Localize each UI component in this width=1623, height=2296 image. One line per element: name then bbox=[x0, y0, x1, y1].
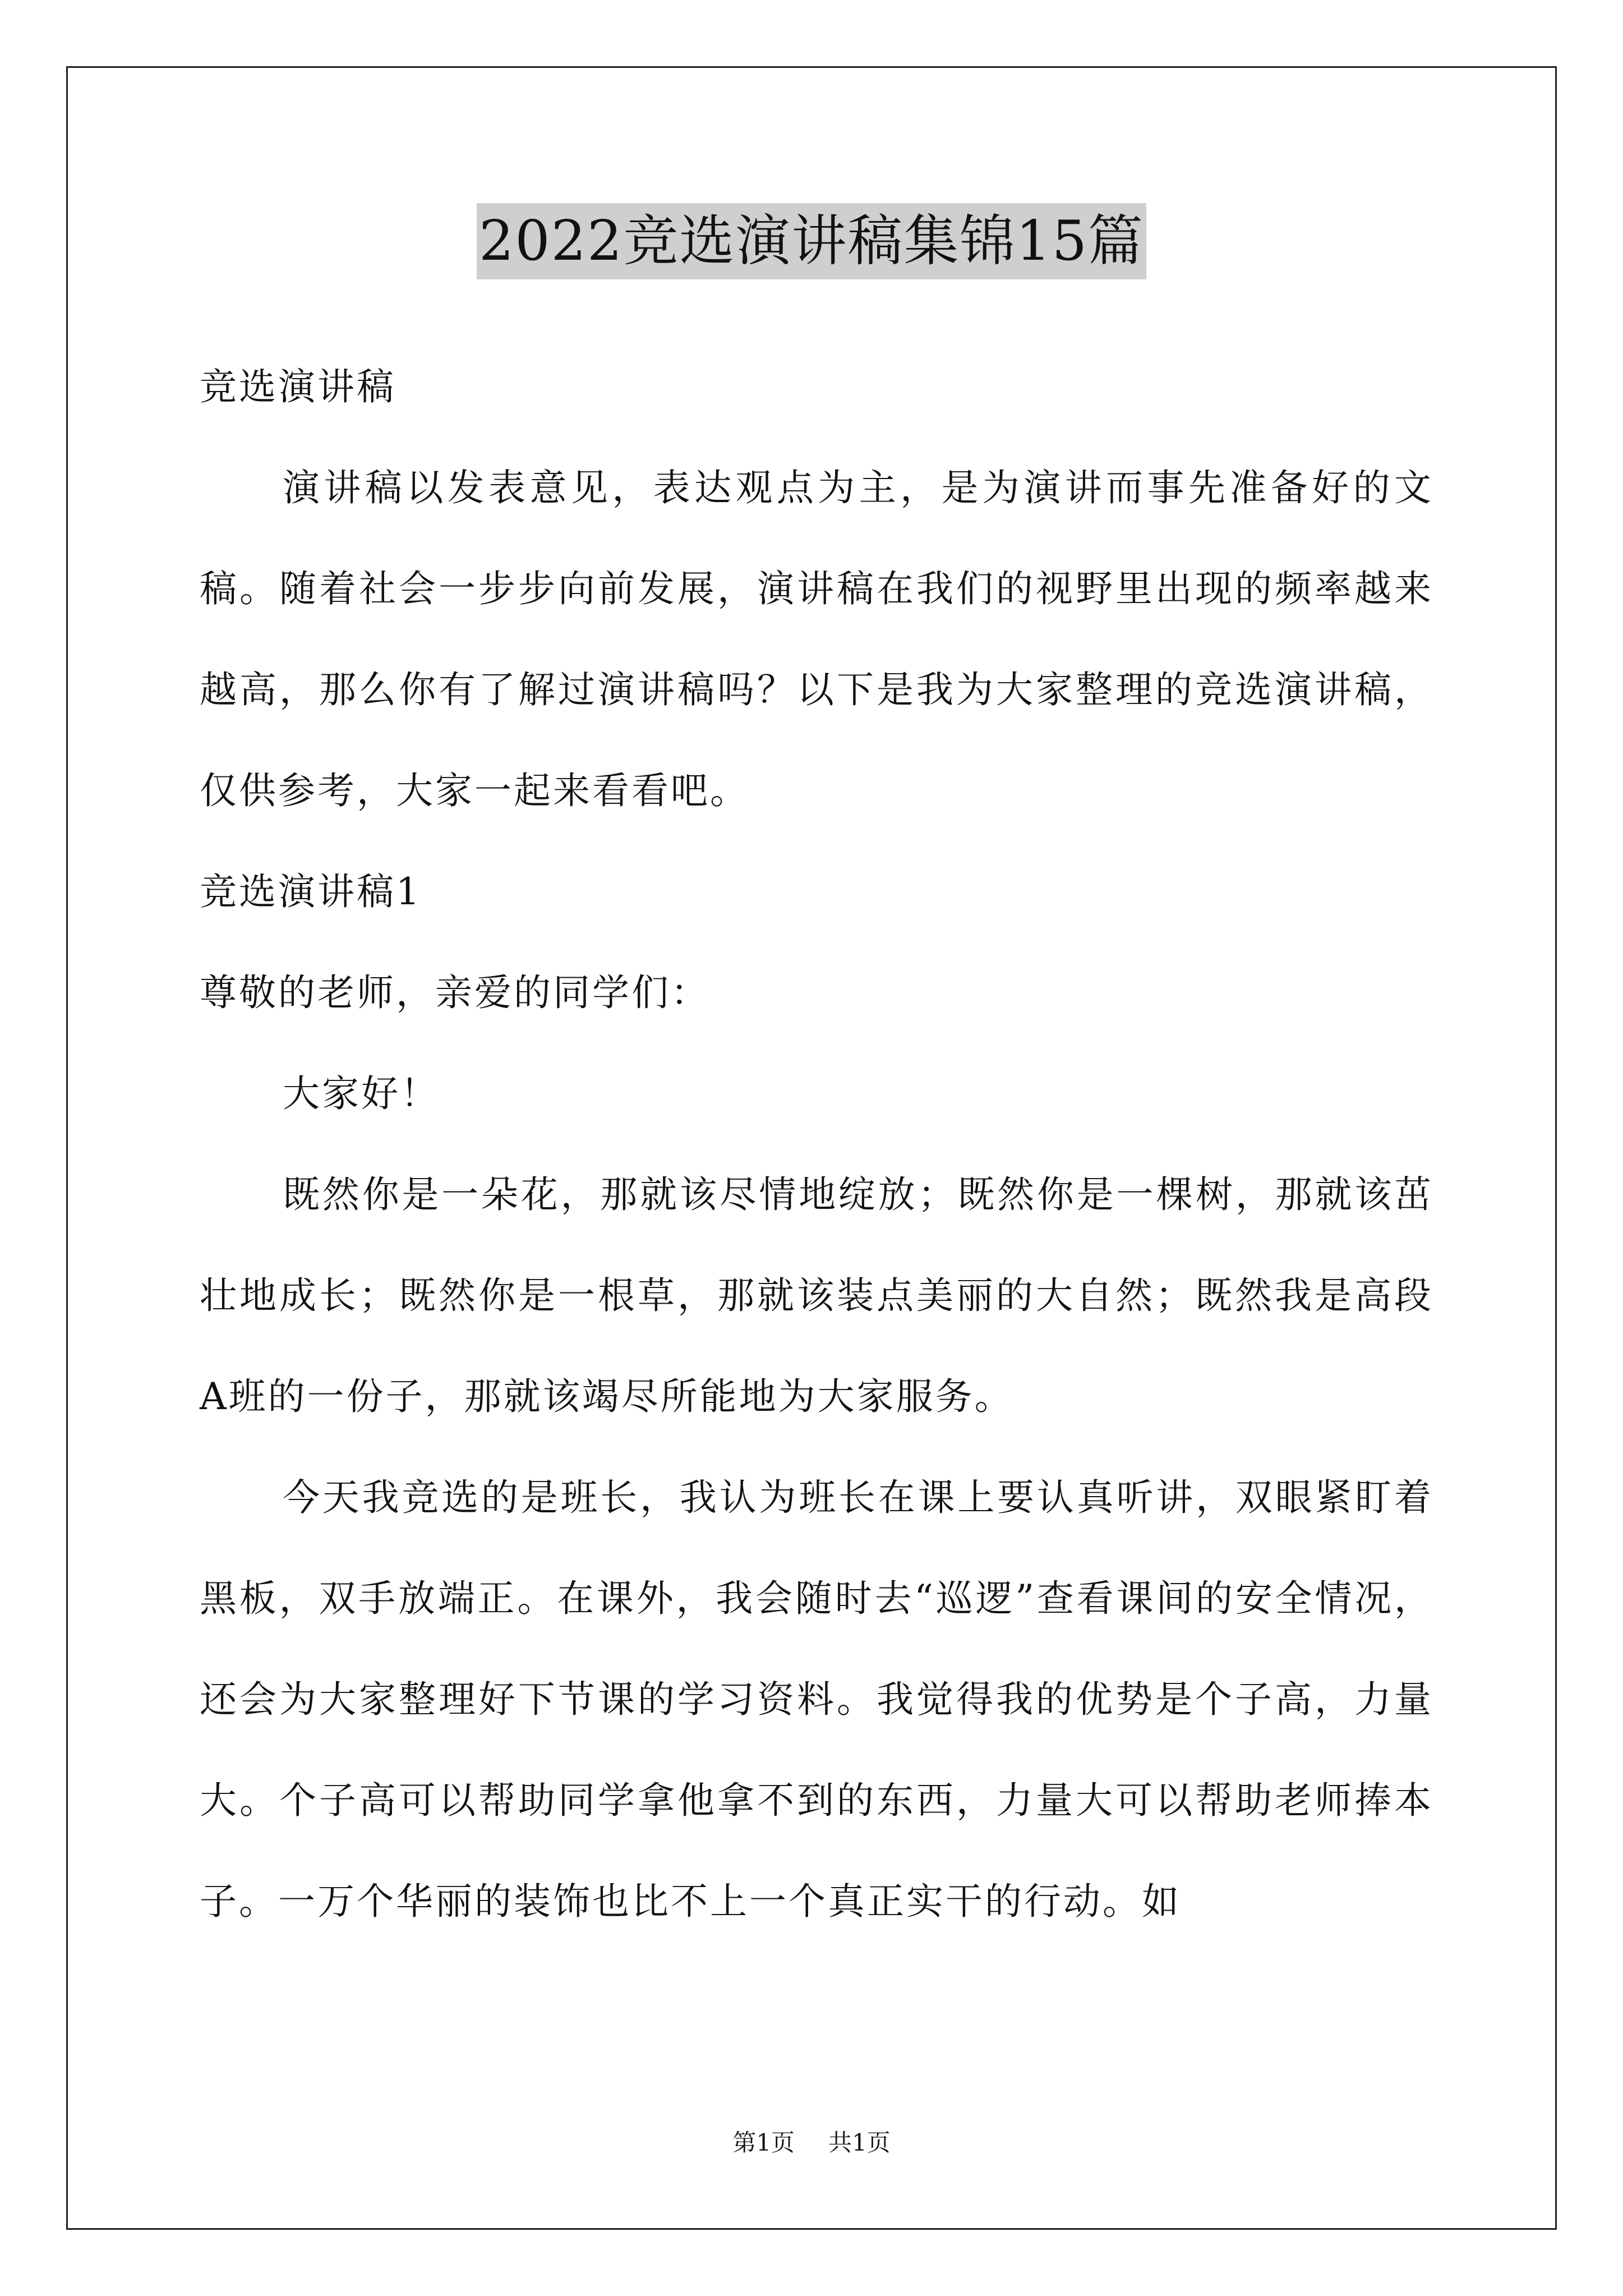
body-paragraph: 既然你是一朵花，那就该尽情地绽放；既然你是一棵树，那就该茁壮地成长；既然你是一根草，那就该装点美丽的大自然；既然我是高段A班的一份子，那就该竭尽所能地为大家服务。 bbox=[200, 1173, 1433, 1418]
page-footer bbox=[0, 2126, 1623, 2160]
section-heading: 竞选演讲稿1 bbox=[200, 870, 422, 913]
body-paragraph: 今天我竞选的是班长，我认为班长在课上要认真听讲，双眼紧盯着黑板，双手放端正。在课外，我会随时去“巡逻”查看课间的安全情况，还会为大家整理好下节课的学习资料。我觉得我的优势是个子高，力量大。个子高可以帮助同学拿他拿不到的东西，力量大可以帮助老师捧本子。一万个华丽的装饰也比不上一个真正实干的行动。如 bbox=[200, 1476, 1433, 1923]
document-title: 2022竞选演讲稿集锦15篇 bbox=[477, 203, 1146, 279]
intro-paragraph: 演讲稿以发表意见，表达观点为主，是为演讲而事先准备好的文稿。随着社会一步步向前发展，演讲稿在我们的视野里出现的频率越来越高，那么你有了解过演讲稿吗？以下是我为大家整理的竞选演讲稿，仅供参考，大家一起来看看吧。 bbox=[200, 466, 1433, 812]
greeting: 大家好！ bbox=[283, 1072, 440, 1115]
page-number: 第1页 bbox=[732, 2129, 795, 2156]
page-total: 共1页 bbox=[828, 2129, 891, 2156]
title-container bbox=[0, 203, 1623, 279]
section-heading: 竞选演讲稿 bbox=[200, 365, 396, 408]
salutation: 尊敬的老师，亲爱的同学们： bbox=[200, 971, 710, 1014]
document-body bbox=[200, 337, 1433, 1952]
